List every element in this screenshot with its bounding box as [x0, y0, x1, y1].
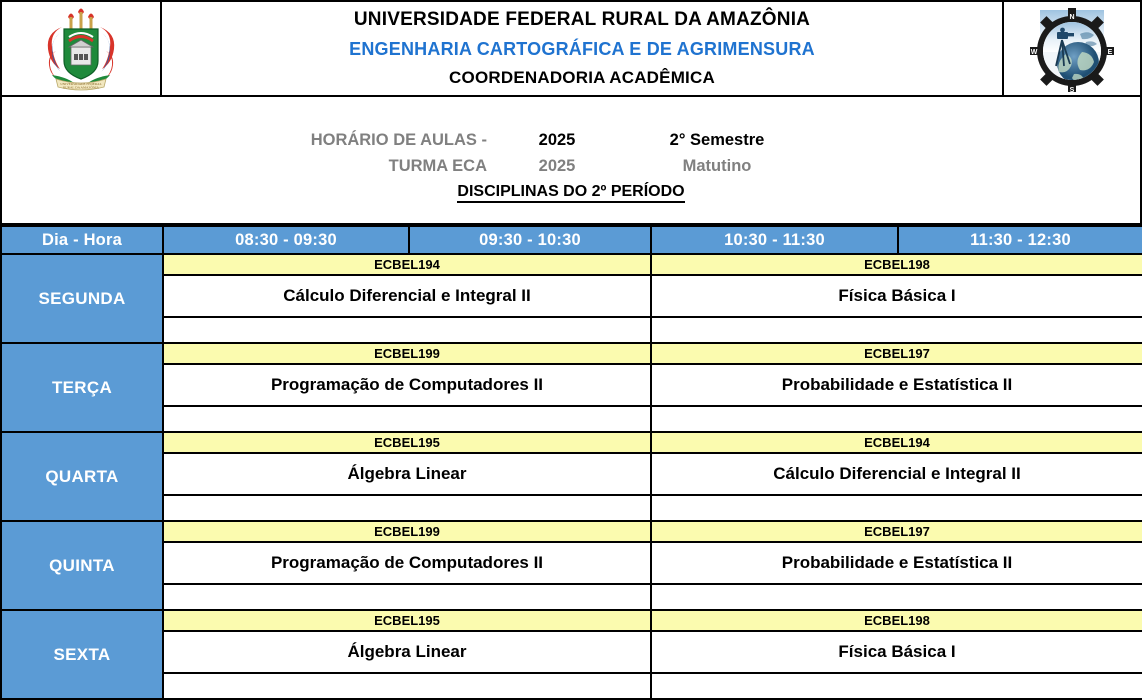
period-title: DISCIPLINAS DO 2º PERÍODO: [457, 183, 684, 203]
course-code-terca-morning: ECBEL199: [163, 343, 651, 364]
course-extra-segunda-morning: [163, 317, 651, 343]
ufra-coat-of-arms-logo: [2, 2, 162, 95]
table-row: [1, 406, 1142, 432]
table-row: [1, 610, 1142, 631]
course-name-segunda-morning: Cálculo Diferencial e Integral II: [163, 275, 651, 317]
table-row: [1, 432, 1142, 453]
institution-titles: [162, 2, 1002, 95]
day-label-quarta: QUARTA: [1, 432, 163, 521]
course-code-quinta-late: ECBEL197: [651, 521, 1142, 542]
schedule-year-line2: 2025: [538, 157, 576, 175]
course-extra-quarta-morning: [163, 495, 651, 521]
department-name: COORDENADORIA ACADÊMICA: [449, 67, 715, 87]
column-header-slot-3: 10:30 - 11:30: [651, 226, 898, 254]
schedule-label-line1: HORÁRIO DE AULAS -: [310, 131, 487, 149]
schedule-year-line1: 2025: [538, 131, 576, 149]
course-name-terca-late: Probabilidade e Estatística II: [651, 364, 1142, 406]
course-code-quarta-morning: ECBEL195: [163, 432, 651, 453]
svg-text:N: N: [1069, 13, 1075, 21]
course-code-terca-late: ECBEL197: [651, 343, 1142, 364]
course-name-quinta-morning: Programação de Computadores II: [163, 542, 651, 584]
course-extra-quinta-morning: [163, 584, 651, 610]
column-header-slot-1: 08:30 - 09:30: [163, 226, 409, 254]
program-name: ENGENHARIA CARTOGRÁFICA E DE AGRIMENSURA: [349, 38, 815, 59]
course-code-segunda-morning: ECBEL194: [163, 254, 651, 275]
table-row: [1, 542, 1142, 584]
course-extra-sexta-late: [651, 673, 1142, 699]
university-name: UNIVERSIDADE FEDERAL RURAL DA AMAZÔNIA: [353, 9, 811, 31]
course-extra-quinta-late: [651, 584, 1142, 610]
schedule-semester: 2° Semestre: [669, 131, 765, 149]
course-name-segunda-late: Física Básica I: [651, 275, 1142, 317]
course-name-quarta-late: Cálculo Diferencial e Integral II: [651, 453, 1142, 495]
svg-text:RURAL DA AMAZÔNIA: RURAL DA AMAZÔNIA: [62, 85, 100, 89]
course-name-terca-morning: Programação de Computadores II: [163, 364, 651, 406]
schedule-shift: Matutino: [682, 157, 752, 175]
table-row: [1, 343, 1142, 364]
table-row: [1, 673, 1142, 699]
table-row: [1, 521, 1142, 542]
day-label-quinta: QUINTA: [1, 521, 163, 610]
course-code-quinta-morning: ECBEL199: [163, 521, 651, 542]
schedule-meta-grid: [257, 127, 807, 179]
svg-text:S: S: [1069, 86, 1075, 92]
course-name-sexta-morning: Álgebra Linear: [163, 631, 651, 673]
course-code-sexta-late: ECBEL198: [651, 610, 1142, 631]
svg-text:UNIVERSIDADE FEDERAL: UNIVERSIDADE FEDERAL: [60, 81, 102, 86]
column-header-slot-2: 09:30 - 10:30: [409, 226, 651, 254]
cartographic-engineering-globe-logo: [1002, 2, 1140, 95]
day-label-segunda: SEGUNDA: [1, 254, 163, 343]
day-label-sexta: SEXTA: [1, 610, 163, 699]
table-row: [1, 495, 1142, 521]
course-name-quarta-morning: Álgebra Linear: [163, 453, 651, 495]
course-name-quinta-late: Probabilidade e Estatística II: [651, 542, 1142, 584]
table-row: [1, 584, 1142, 610]
schedule-label-line2: TURMA ECA: [388, 157, 487, 175]
schedule-subtitle-block: [0, 97, 1142, 225]
table-row: [1, 317, 1142, 343]
table-header-row: [1, 226, 1142, 254]
weekly-schedule-table: [0, 225, 1142, 700]
course-extra-sexta-morning: [163, 673, 651, 699]
course-extra-terca-morning: [163, 406, 651, 432]
document-header-banner: [0, 0, 1142, 97]
course-code-sexta-morning: ECBEL195: [163, 610, 651, 631]
course-extra-terca-late: [651, 406, 1142, 432]
svg-text:E: E: [1107, 48, 1113, 56]
column-header-slot-4: 11:30 - 12:30: [898, 226, 1142, 254]
period-title-wrapper: [2, 183, 1140, 201]
day-label-terca: TERÇA: [1, 343, 163, 432]
course-extra-quarta-late: [651, 495, 1142, 521]
course-code-quarta-late: ECBEL194: [651, 432, 1142, 453]
course-extra-segunda-late: [651, 317, 1142, 343]
table-row: [1, 453, 1142, 495]
course-code-segunda-late: ECBEL198: [651, 254, 1142, 275]
svg-text:W: W: [1030, 48, 1038, 56]
table-row: [1, 364, 1142, 406]
table-row: [1, 275, 1142, 317]
table-row: [1, 254, 1142, 275]
table-row: [1, 631, 1142, 673]
course-name-sexta-late: Física Básica I: [651, 631, 1142, 673]
column-header-day: Dia - Hora: [1, 226, 163, 254]
